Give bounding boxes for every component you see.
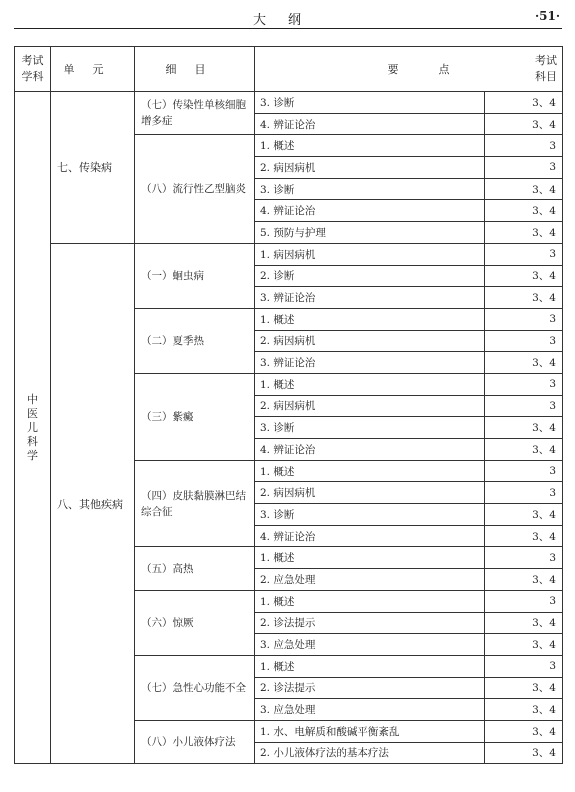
level-cell: 3、4 (485, 92, 563, 114)
level-cell: 3、4 (485, 222, 563, 244)
point-cell: 1. 水、电解质和酸碱平衡紊乱 (255, 720, 485, 742)
point-cell: 3. 诊断 (255, 417, 485, 439)
point-cell: 3. 诊断 (255, 504, 485, 526)
level-cell: 3 (485, 243, 563, 265)
syllabus-table (14, 46, 563, 764)
level-cell: 3、4 (485, 200, 563, 222)
point-cell: 1. 病因病机 (255, 243, 485, 265)
page-header (14, 8, 562, 29)
level-cell: 3、4 (485, 352, 563, 374)
point-cell: 2. 诊法提示 (255, 677, 485, 699)
point-cell: 4. 辨证论治 (255, 113, 485, 135)
point-cell: 2. 病因病机 (255, 157, 485, 179)
point-cell: 1. 概述 (255, 655, 485, 677)
item-cell: （四）皮肤黏膜淋巴结综合征 (135, 460, 255, 547)
level-cell: 3、4 (485, 612, 563, 634)
level-cell: 3 (485, 157, 563, 179)
level-cell: 3 (485, 547, 563, 569)
level-cell: 3、4 (485, 720, 563, 742)
item-cell: （二）夏季热 (135, 308, 255, 373)
level-cell: 3 (485, 590, 563, 612)
point-cell: 1. 概述 (255, 590, 485, 612)
level-cell: 3 (485, 460, 563, 482)
level-cell: 3、4 (485, 113, 563, 135)
level-cell: 3、4 (485, 699, 563, 721)
item-cell: （一）蛔虫病 (135, 243, 255, 308)
subject-cell: 中医儿科学 (15, 92, 51, 764)
point-cell: 1. 概述 (255, 135, 485, 157)
level-cell: 3 (485, 482, 563, 504)
level-cell: 3、4 (485, 439, 563, 461)
header-item: 细目 (135, 47, 255, 92)
level-cell: 3 (485, 373, 563, 395)
level-cell: 3、4 (485, 569, 563, 591)
level-cell: 3、4 (485, 504, 563, 526)
point-cell: 4. 辨证论治 (255, 200, 485, 222)
item-cell: （七）急性心功能不全 (135, 655, 255, 720)
page-title: 大纲 (252, 13, 323, 28)
level-cell: 3、4 (485, 525, 563, 547)
point-cell: 4. 辨证论治 (255, 439, 485, 461)
point-cell: 5. 预防与护理 (255, 222, 485, 244)
item-cell: （八）小儿液体疗法 (135, 720, 255, 763)
level-cell: 3、4 (485, 634, 563, 656)
unit-cell: 八、其他疾病 (51, 243, 135, 764)
item-cell: （八）流行性乙型脑炎 (135, 135, 255, 243)
point-cell: 3. 辨证论治 (255, 287, 485, 309)
table-body (15, 92, 563, 764)
header-point: 要点 考试 科目 (255, 47, 563, 92)
point-cell: 2. 病因病机 (255, 330, 485, 352)
item-cell: （七）传染性单核细胞增多症 (135, 92, 255, 135)
point-cell: 1. 概述 (255, 373, 485, 395)
point-cell: 2. 应急处理 (255, 569, 485, 591)
header-level: 考试 科目 (535, 54, 557, 83)
table-header-row (15, 47, 563, 92)
point-cell: 1. 概述 (255, 308, 485, 330)
level-cell: 3 (485, 655, 563, 677)
item-cell: （三）紫癜 (135, 373, 255, 460)
table-row (15, 92, 563, 114)
unit-cell: 七、传染病 (51, 92, 135, 244)
point-cell: 4. 辨证论治 (255, 525, 485, 547)
point-cell: 3. 应急处理 (255, 699, 485, 721)
item-cell: （五）高热 (135, 547, 255, 590)
point-cell: 2. 小儿液体疗法的基本疗法 (255, 742, 485, 764)
level-cell: 3 (485, 395, 563, 417)
level-cell: 3、4 (485, 677, 563, 699)
point-cell: 1. 概述 (255, 547, 485, 569)
point-cell: 3. 诊断 (255, 92, 485, 114)
point-cell: 3. 诊断 (255, 178, 485, 200)
header-unit: 单元 (51, 47, 135, 92)
page-number: ·51· (534, 9, 560, 23)
point-cell: 3. 辨证论治 (255, 352, 485, 374)
point-cell: 3. 应急处理 (255, 634, 485, 656)
table-row (15, 243, 563, 265)
level-cell: 3 (485, 135, 563, 157)
point-cell: 2. 诊法提示 (255, 612, 485, 634)
level-cell: 3 (485, 308, 563, 330)
point-cell: 1. 概述 (255, 460, 485, 482)
level-cell: 3、4 (485, 178, 563, 200)
level-cell: 3、4 (485, 265, 563, 287)
level-cell: 3 (485, 330, 563, 352)
level-cell: 3、4 (485, 287, 563, 309)
point-cell: 2. 病因病机 (255, 482, 485, 504)
point-cell: 2. 病因病机 (255, 395, 485, 417)
item-cell: （六）惊厥 (135, 590, 255, 655)
point-cell: 2. 诊断 (255, 265, 485, 287)
level-cell: 3、4 (485, 417, 563, 439)
level-cell: 3、4 (485, 742, 563, 764)
header-subject: 考试 学科 (15, 47, 51, 92)
